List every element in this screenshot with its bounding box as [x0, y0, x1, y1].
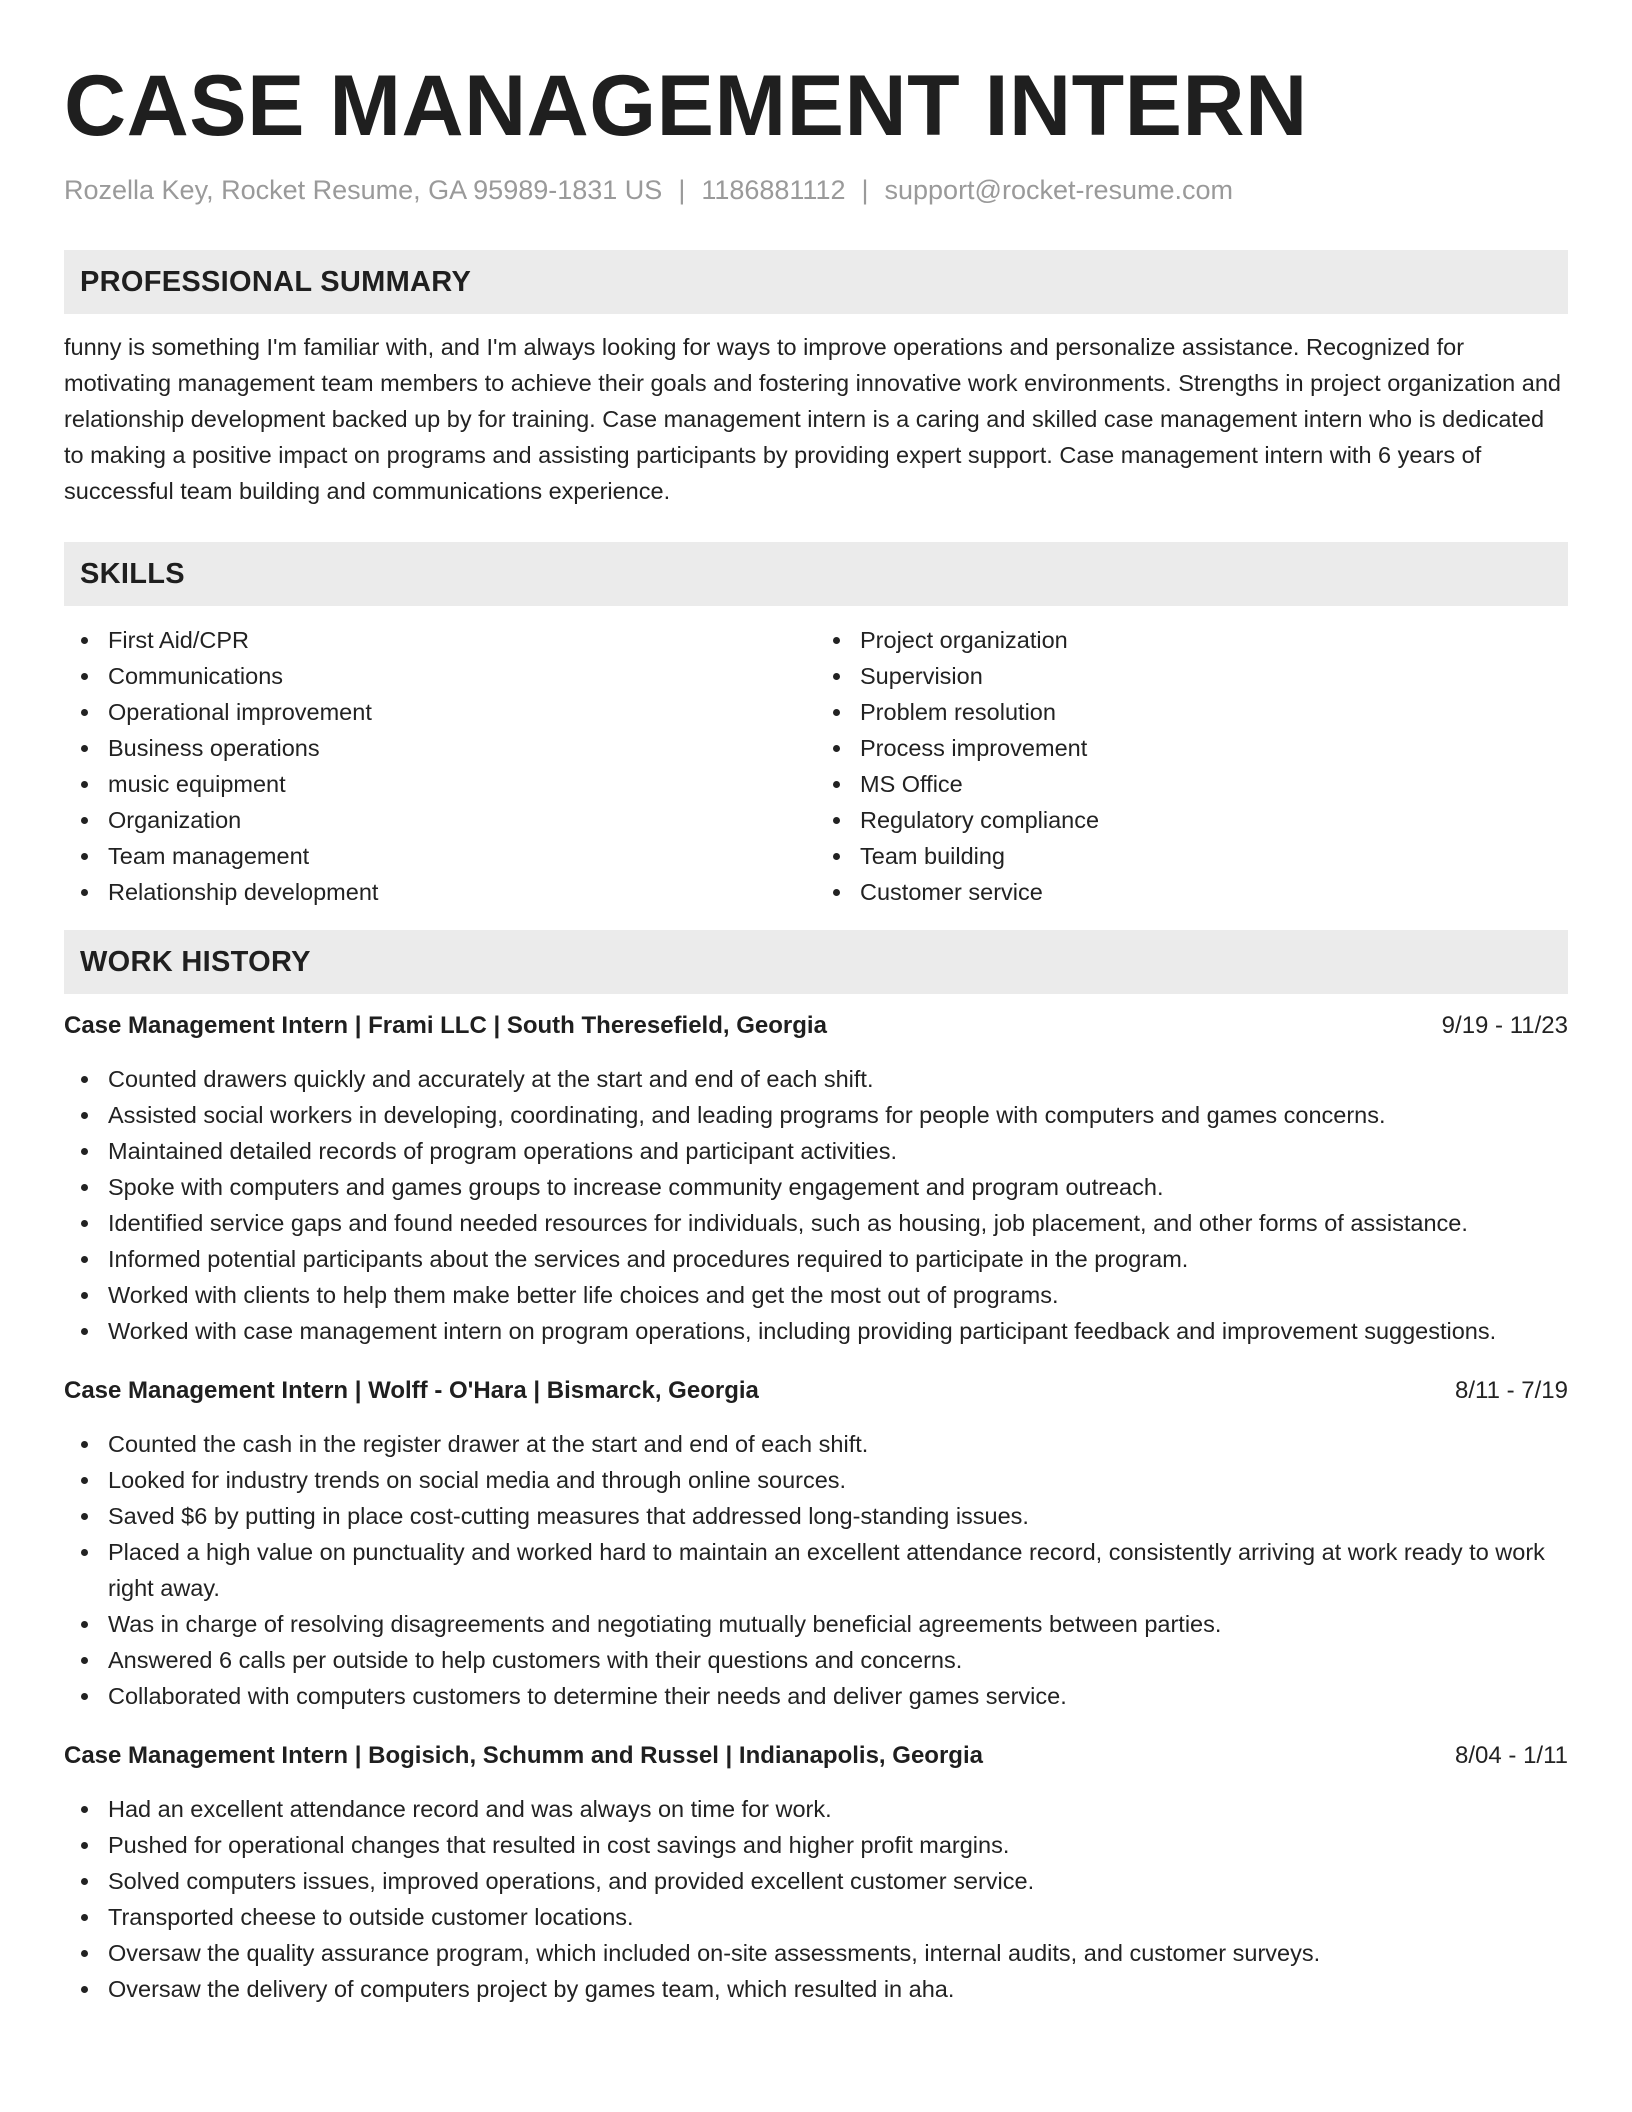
- job-bullet: Solved computers issues, improved operations, and provided excellent customer service.: [108, 1863, 1568, 1899]
- job-bullet: Answered 6 calls per outside to help customers with their questions and concerns.: [108, 1642, 1568, 1678]
- job-bullet: Counted drawers quickly and accurately at the start and end of each shift.: [108, 1061, 1568, 1097]
- skill-item: music equipment: [108, 766, 816, 802]
- section-header-work-history: WORK HISTORY: [64, 930, 1568, 994]
- job-bullet: Worked with clients to help them make better life choices and get the most out of programs.: [108, 1277, 1568, 1313]
- contact-separator: |: [861, 175, 869, 205]
- skill-item: Team building: [860, 838, 1568, 874]
- job-bullet-list: [64, 1426, 1568, 1714]
- job-bullet: Maintained detailed records of program operations and participant activities.: [108, 1133, 1568, 1169]
- job-entry: [64, 1008, 1568, 1349]
- job-entry: [64, 1373, 1568, 1714]
- job-bullet-list: [64, 1061, 1568, 1349]
- job-bullet: Oversaw the delivery of computers project by games team, which resulted in aha.: [108, 1971, 1568, 2007]
- job-bullet: Had an excellent attendance record and was always on time for work.: [108, 1791, 1568, 1827]
- skill-item: Business operations: [108, 730, 816, 766]
- job-bullet: Transported cheese to outside customer locations.: [108, 1899, 1568, 1935]
- job-bullet: Assisted social workers in developing, coordinating, and leading programs for people with computers and games concerns.: [108, 1097, 1568, 1133]
- section-header-summary: PROFESSIONAL SUMMARY: [64, 250, 1568, 314]
- job-bullet: Worked with case management intern on program operations, including providing participant feedback and improvement suggestions.: [108, 1313, 1568, 1349]
- job-bullet: Saved $6 by putting in place cost-cutting measures that addressed long-standing issues.: [108, 1498, 1568, 1534]
- job-title: Case Management Intern | Wolff - O'Hara | Bismarck, Georgia: [64, 1377, 759, 1404]
- skill-item: Operational improvement: [108, 694, 816, 730]
- resume-title: CASE MANAGEMENT INTERN: [64, 58, 1308, 154]
- skill-item: Customer service: [860, 874, 1568, 910]
- job-header: [64, 1373, 1568, 1409]
- skill-item: Organization: [108, 802, 816, 838]
- skill-item: Problem resolution: [860, 694, 1568, 730]
- job-bullet: Was in charge of resolving disagreements and negotiating mutually beneficial agreements between parties.: [108, 1606, 1568, 1642]
- job-bullet: Looked for industry trends on social media and through online sources.: [108, 1462, 1568, 1498]
- skill-item: Communications: [108, 658, 816, 694]
- job-header: [64, 1738, 1568, 1774]
- skills-column-right: [816, 622, 1568, 910]
- contact-phone: 1186881112: [701, 175, 846, 205]
- job-bullet: Informed potential participants about the services and procedures required to participate in the program.: [108, 1241, 1568, 1277]
- job-bullet: Pushed for operational changes that resulted in cost savings and higher profit margins.: [108, 1827, 1568, 1863]
- job-title: Case Management Intern | Frami LLC | South Theresefield, Georgia: [64, 1012, 827, 1039]
- skill-item: First Aid/CPR: [108, 622, 816, 658]
- job-bullet: Oversaw the quality assurance program, which included on-site assessments, internal audits, and customer surveys.: [108, 1935, 1568, 1971]
- contact-separator: |: [678, 175, 686, 205]
- job-bullet: Collaborated with computers customers to determine their needs and deliver games service.: [108, 1678, 1568, 1714]
- job-bullet: Identified service gaps and found needed resources for individuals, such as housing, job placement, and other forms of assistance.: [108, 1205, 1568, 1241]
- job-bullet-list: [64, 1791, 1568, 2007]
- skill-item: Relationship development: [108, 874, 816, 910]
- contact-address: Rozella Key, Rocket Resume, GA 95989-1831 US: [64, 175, 663, 205]
- job-bullet: Counted the cash in the register drawer at the start and end of each shift.: [108, 1426, 1568, 1462]
- skill-item: Process improvement: [860, 730, 1568, 766]
- skill-item: MS Office: [860, 766, 1568, 802]
- section-header-skills: SKILLS: [64, 542, 1568, 606]
- job-dates: 9/19 - 11/23: [1441, 1012, 1568, 1039]
- work-history-list: [64, 1008, 1568, 2007]
- skill-item: Team management: [108, 838, 816, 874]
- job-entry: [64, 1738, 1568, 2007]
- contact-line: [64, 172, 1568, 208]
- skill-item: Regulatory compliance: [860, 802, 1568, 838]
- skills-column-left: [64, 622, 816, 910]
- job-dates: 8/04 - 1/11: [1455, 1742, 1568, 1769]
- summary-paragraph: funny is something I'm familiar with, and I'm always looking for ways to improve operations and personalize assistance. Recognized for motivating management team members to achieve their goals and fostering innovative work environments. Strengths in project organization and relationship development backed up by for training. Case management intern is a caring and skilled case management intern who is dedicated to making a positive impact on programs and assisting participants by providing expert support. Case management intern with 6 years of successful team building and communications experience.: [64, 334, 1561, 504]
- job-bullet: Placed a high value on punctuality and worked hard to maintain an excellent attendance record, consistently arriving at work ready to work right away.: [108, 1534, 1568, 1606]
- job-dates: 8/11 - 7/19: [1455, 1377, 1568, 1404]
- contact-email: support@rocket-resume.com: [884, 175, 1234, 205]
- job-title: Case Management Intern | Bogisich, Schumm and Russel | Indianapolis, Georgia: [64, 1742, 983, 1769]
- skill-item: Supervision: [860, 658, 1568, 694]
- job-header: [64, 1008, 1568, 1044]
- skills-grid: [64, 622, 1568, 910]
- job-bullet: Spoke with computers and games groups to increase community engagement and program outreach.: [108, 1169, 1568, 1205]
- skill-item: Project organization: [860, 622, 1568, 658]
